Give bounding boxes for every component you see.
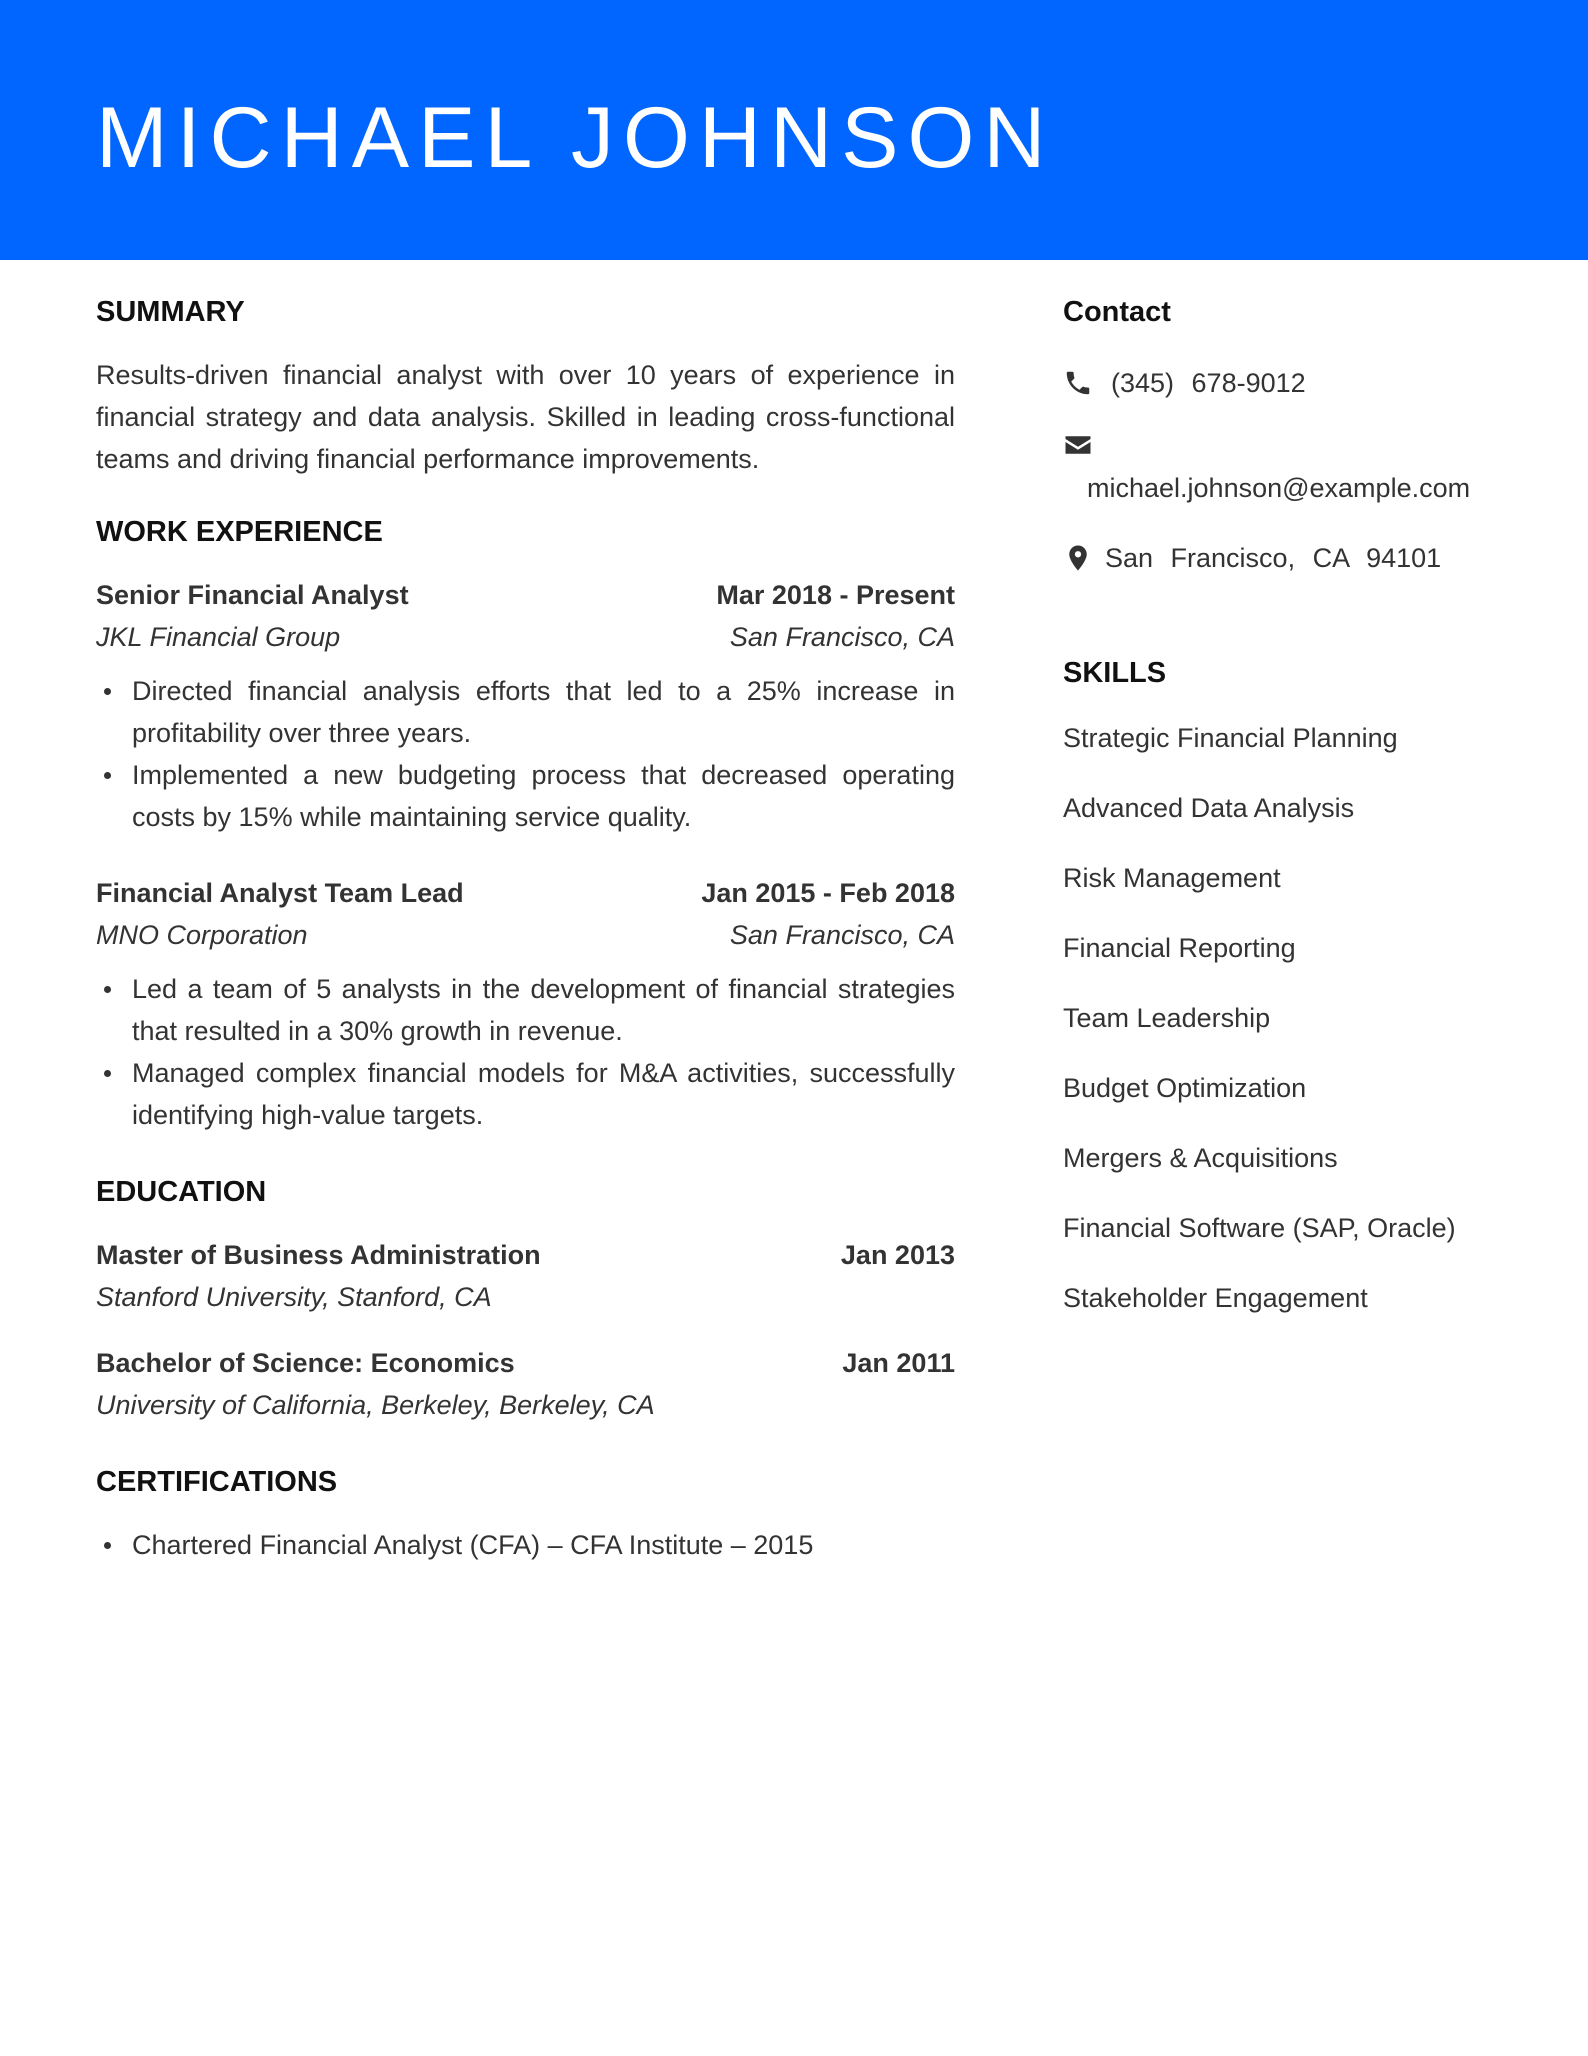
education-entry	[96, 1342, 955, 1426]
summary-heading: SUMMARY	[96, 296, 245, 328]
summary-text: Results-driven financial analyst with over 10 years of experience in financial strategy and data analysis. Skilled in leading cross-functional teams and driving financial performance improvements.	[96, 360, 955, 474]
education-school: University of California, Berkeley, Berkeley, CA	[96, 1390, 655, 1420]
job-bullet: Led a team of 5 analysts in the development of financial strategies that resulted in a 30% growth in revenue.	[96, 968, 955, 1052]
education-school: Stanford University, Stanford, CA	[96, 1282, 492, 1312]
job-bullets	[96, 670, 955, 838]
main-column	[96, 290, 955, 1566]
job-entry	[96, 872, 955, 1136]
map-pin-icon	[1063, 543, 1093, 573]
job-dates: Jan 2015 - Feb 2018	[701, 878, 955, 908]
email-address: michael.johnson@example.com	[1087, 473, 1471, 503]
skill-item: Strategic Financial Planning	[1063, 723, 1398, 753]
skill-item: Budget Optimization	[1063, 1073, 1307, 1103]
envelope-icon	[1063, 430, 1093, 460]
job-bullets	[96, 968, 955, 1136]
education-heading: EDUCATION	[96, 1176, 267, 1208]
job-location: San Francisco, CA	[729, 920, 955, 950]
education-degree: Master of Business Administration	[96, 1240, 541, 1270]
header-banner	[0, 0, 1588, 260]
skills-heading: SKILLS	[1063, 657, 1167, 689]
certification-item: Chartered Financial Analyst (CFA) – CFA Institute – 2015	[96, 1524, 955, 1566]
sidebar-column	[1063, 290, 1503, 1347]
work-experience-heading: WORK EXPERIENCE	[96, 516, 383, 548]
contact-heading: Contact	[1063, 296, 1171, 328]
education-date: Jan 2011	[842, 1348, 955, 1378]
job-bullet: Directed financial analysis efforts that led to a 25% increase in profitability over three years.	[96, 670, 955, 754]
phone-number: (345) 678-9012	[1111, 368, 1306, 398]
job-role: Financial Analyst Team Lead	[96, 878, 464, 908]
skill-item: Financial Software (SAP, Oracle)	[1063, 1213, 1456, 1243]
contact-address	[1063, 537, 1503, 579]
address-text: San Francisco, CA 94101	[1105, 543, 1442, 573]
skill-item: Stakeholder Engagement	[1063, 1283, 1368, 1313]
skill-item: Team Leadership	[1063, 1003, 1271, 1033]
job-company: JKL Financial Group	[96, 622, 341, 652]
contact-email	[1063, 430, 1503, 509]
skill-item: Advanced Data Analysis	[1063, 793, 1355, 823]
skill-item: Risk Management	[1063, 863, 1281, 893]
education-date: Jan 2013	[840, 1240, 955, 1270]
job-bullet: Implemented a new budgeting process that decreased operating costs by 15% while maintaining service quality.	[96, 754, 955, 838]
certifications-heading: CERTIFICATIONS	[96, 1466, 338, 1498]
contact-phone	[1063, 362, 1503, 404]
skills-list	[1063, 717, 1503, 1319]
job-company: MNO Corporation	[96, 920, 308, 950]
job-dates: Mar 2018 - Present	[716, 580, 955, 610]
education-degree: Bachelor of Science: Economics	[96, 1348, 515, 1378]
job-entry	[96, 574, 955, 838]
certifications-list	[96, 1524, 955, 1566]
phone-icon	[1063, 368, 1093, 398]
skill-item: Financial Reporting	[1063, 933, 1296, 963]
job-bullet: Managed complex financial models for M&A activities, successfully identifying high-value targets.	[96, 1052, 955, 1136]
job-location: San Francisco, CA	[729, 622, 955, 652]
job-role: Senior Financial Analyst	[96, 580, 409, 610]
skill-item: Mergers & Acquisitions	[1063, 1143, 1338, 1173]
candidate-name: MICHAEL JOHNSON	[96, 90, 1055, 186]
education-entry	[96, 1234, 955, 1318]
